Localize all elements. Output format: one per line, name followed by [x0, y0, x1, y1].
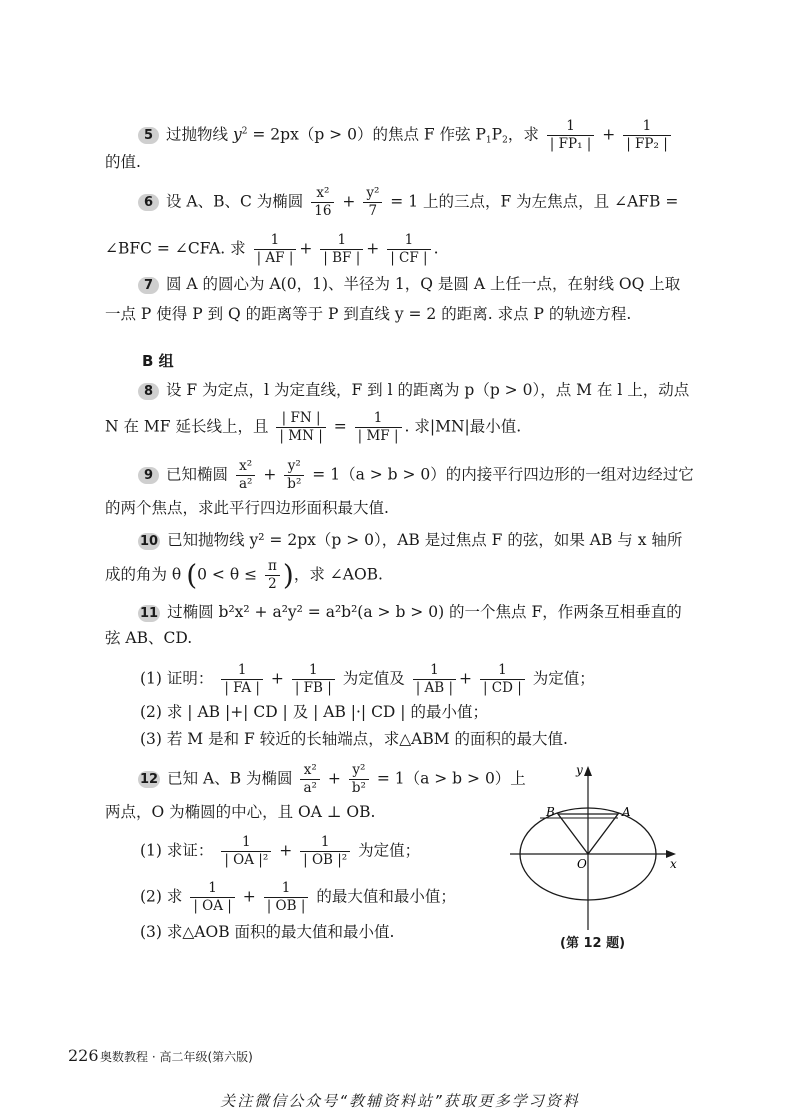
fraction: $\frac{\text{y²}}{\text{b²}}$ [284, 458, 304, 493]
fraction: $\frac{\text{y²}}{7}$ [363, 185, 382, 220]
problem-12-sub-3: (3) 求△AOB 面积的最大值和最小值. [140, 923, 395, 941]
fraction: $\frac{\text{y²}}{\text{b²}}$ [349, 762, 369, 797]
y-axis-arrow [584, 766, 592, 776]
fraction: $\frac{1}{\text{| OA |²}}$ [221, 834, 271, 869]
problem-10-line-2: 成的角为 θ (0 < θ ≤ $\frac{\pi}{2}$ )，求 ∠AOB. [105, 558, 383, 592]
problem-9-line-1: 9 已知椭圆 $\frac{\text{x²}}{\text{a²}}$ + $\frac{\text{y²}}{\text{b²}}$ = 1（a > b > 0）的内接平行四边形的一组对边经过它 [138, 458, 694, 493]
watermark-text: 关注微信公众号“教辅资料站”获取更多学习资料 [220, 1092, 580, 1110]
figure-caption: (第 12 题) [560, 936, 626, 951]
problem-5-line-1: 5 过抛物线 $y^2 = 2px(p > 0)$的焦点 F 作弦 $P_1P_2$，求 $\frac{1}{\text{| FP₁ |}}$ + $\frac{1}{\text{| FP₂ |}}$ [138, 118, 674, 153]
fraction: $\frac{1}{| MF |}$ [355, 410, 402, 445]
label-b: B [546, 805, 555, 819]
problem-7-line-2: 一点 P 使得 P 到 Q 的距离等于 P 到直线 y = 2 的距离. 求点 P 的轨迹方程. [105, 305, 632, 323]
fraction: $\frac{\text{x²}}{16}$ [311, 185, 334, 220]
problem-number: 5 [138, 127, 159, 144]
label-x: x [670, 857, 677, 871]
fraction: $\frac{1}{| CF |}$ [387, 232, 430, 267]
problem-6-line-1: 6 设 A、B、C 为椭圆 $\frac{\text{x²}}{16}$ + $\frac{\text{y²}}{7}$ = 1 上的三点，F 为左焦点，且 ∠AFB = [138, 185, 678, 220]
problem-10-line-1: 10 已知抛物线 y² = 2px（p > 0），AB 是过焦点 F 的弦，如果 AB 与 x 轴所 [140, 531, 683, 549]
page-number: 226 [68, 1046, 99, 1065]
ellipse-figure [500, 762, 700, 932]
problem-12-line-2: 两点，O 为椭圆的中心，且 OA ⊥ OB. [105, 803, 376, 821]
problem-11-line-2: 弦 AB、CD. [105, 629, 193, 647]
problem-number: 6 [138, 194, 159, 211]
fraction: $\frac{1}{| AF |}$ [254, 232, 297, 267]
fraction: $\frac{1}{| FB |}$ [292, 662, 335, 697]
fraction: $\frac{1}{\text{| FP₁ |}}$ [547, 118, 595, 153]
problem-8-line-2: N 在 MF 延长线上，且 $\frac{| FN |}{| MN |}$ = $\frac{1}{| MF |}$ . 求|MN|最小值. [105, 410, 522, 444]
fraction: $\frac{\text{x²}}{\text{a²}}$ [236, 458, 255, 493]
problem-5-line-2: 的值. [105, 153, 141, 171]
fraction: $\frac{| FN |}{| MN |}$ [276, 410, 325, 445]
problem-12-line-1: 12 已知 A、B 为椭圆 $\frac{\text{x²}}{\text{a²}}$ + $\frac{\text{y²}}{\text{b²}}$ = 1（a > b > 0）上 [140, 762, 526, 796]
problem-7-line-1: 7 圆 A 的圆心为 A(0，1)、半径为 1，Q 是圆 A 上任一点，在射线 OQ 上取 [138, 272, 680, 296]
problem-9-line-2: 的两个焦点，求此平行四边形面积最大值. [105, 499, 389, 517]
problem-6-line-2: ∠BFC = ∠CFA. 求 $\frac{1}{| AF |}$ + $\frac{1}{| BF |}$ + $\frac{1}{| CF |}$ . [105, 232, 439, 266]
fraction: $\frac{1}{| CD |}$ [480, 662, 525, 697]
fraction: $\frac{1}{| OB |}$ [264, 880, 309, 915]
problem-11-sub-3: (3) 若 M 是和 F 较近的长轴端点，求△ABM 的面积的最大值. [140, 730, 568, 748]
fraction: $\frac{\pi}{2}$ [265, 558, 280, 593]
fraction: $\frac{1}{\text{| FP₂ |}}$ [623, 118, 671, 153]
fraction: $\frac{1}{| AB |}$ [413, 662, 456, 697]
problem-8-line-1: 8 设 F 为定点，l 为定直线，F 到 l 的距离为 p（p > 0），点 M 在 l 上，动点 [138, 378, 689, 402]
problem-number: 10 [140, 533, 159, 549]
fraction: $\frac{1}{| FA |}$ [221, 662, 263, 697]
fraction: $\frac{1}{| OA |}$ [190, 880, 235, 915]
label-o: O [577, 857, 587, 871]
problem-11-sub-1: (1) 证明： $\frac{1}{| FA |}$ + $\frac{1}{| FB |}$ 为定值及 $\frac{1}{| AB |}$ + $\frac{1}{| CD |}$ 为定值； [140, 662, 595, 696]
problem-11-sub-2: (2) 求 | AB |+| CD | 及 | AB |·| CD | 的最小值； [140, 703, 488, 721]
label-y: y [576, 763, 583, 777]
problem-12-sub-1: (1) 求证： $\frac{1}{\text{| OA |²}}$ + $\frac{1}{\text{| OB |²}}$ 为定值； [140, 834, 421, 868]
problem-number: 12 [140, 772, 159, 787]
fraction: $\frac{\text{x²}}{\text{a²}}$ [300, 762, 319, 797]
fraction: $\frac{1}{\text{| OB |²}}$ [300, 834, 350, 869]
problem-number: 11 [140, 605, 159, 621]
group-b-heading: B 组 [142, 352, 174, 370]
book-title: 奥数教程 · 高二年级(第六版) [100, 1050, 253, 1064]
problem-number: 8 [138, 383, 159, 400]
label-a: A [622, 805, 631, 819]
problem-number: 9 [138, 467, 159, 484]
fraction: $\frac{1}{| BF |}$ [320, 232, 363, 267]
problem-number: 7 [138, 277, 159, 294]
problem-12-sub-2: (2) 求 $\frac{1}{| OA |}$ + $\frac{1}{| OB |}$ 的最大值和最小值； [140, 880, 456, 914]
problem-11-line-1: 11 过椭圆 b²x² + a²y² = a²b²(a > b > 0) 的一个焦点 F，作两条互相垂直的 [140, 603, 682, 621]
